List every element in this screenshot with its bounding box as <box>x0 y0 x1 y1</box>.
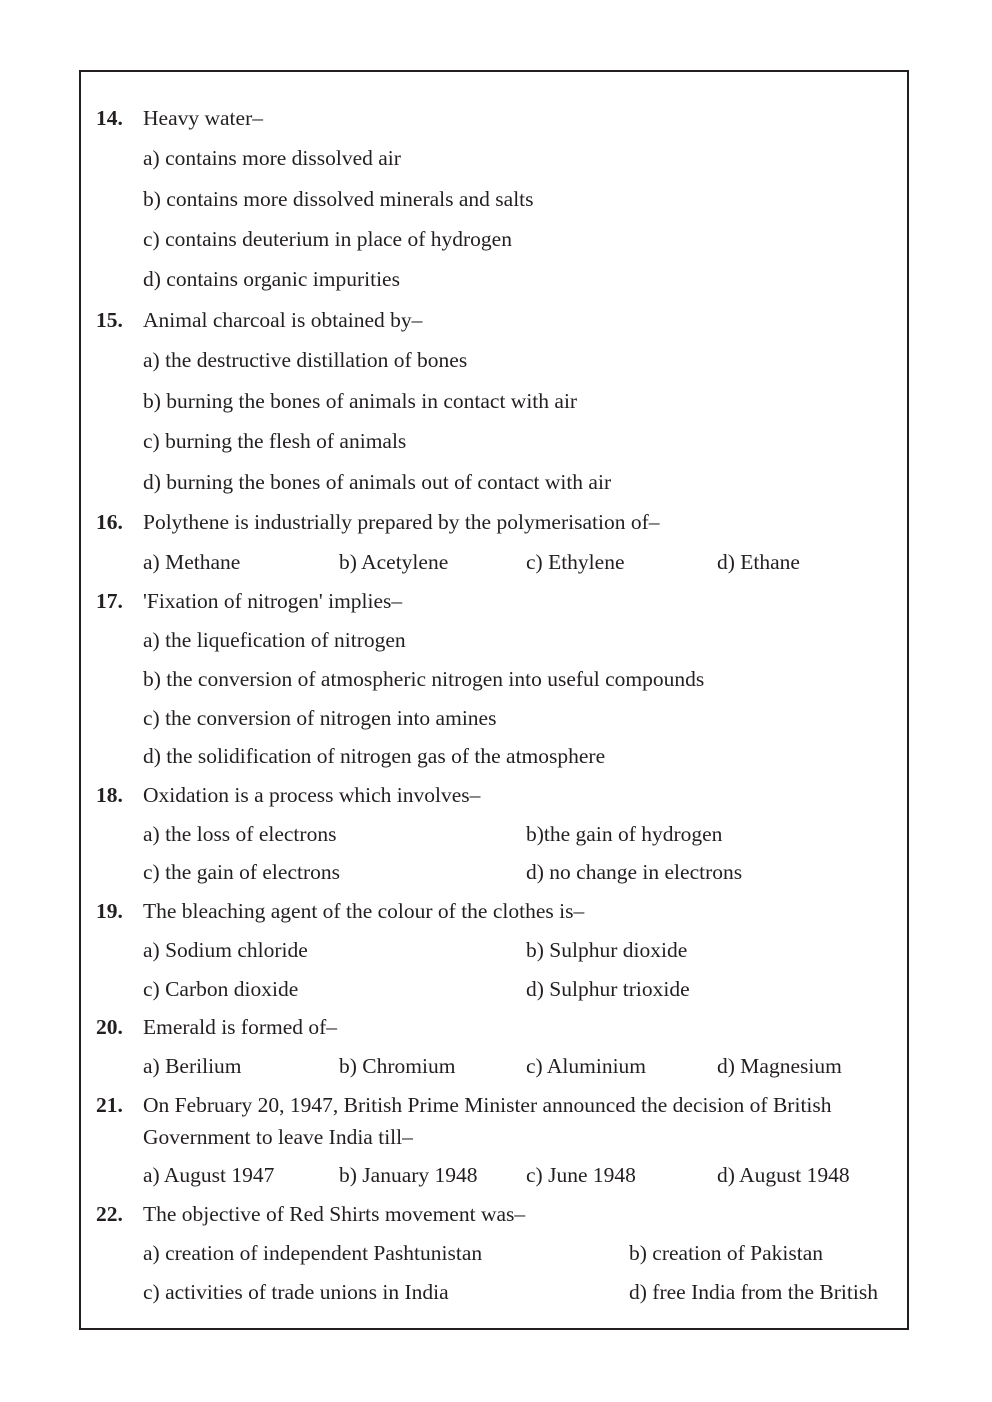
option-b: b) Sulphur dioxide <box>526 938 688 962</box>
option-a: a) August 1947 <box>143 1163 275 1187</box>
question-text: 'Fixation of nitrogen' implies– <box>143 589 403 613</box>
option-d: d) burning the bones of animals out of contact with air <box>143 470 612 494</box>
option-a: a) the liquefication of nitrogen <box>143 628 406 652</box>
option-b: b)the gain of hydrogen <box>526 822 723 846</box>
option-a: a) Sodium chloride <box>143 938 308 962</box>
option-c: c) contains deuterium in place of hydrogen <box>143 227 512 251</box>
option-b: b) January 1948 <box>339 1163 478 1187</box>
option-c: c) Carbon dioxide <box>143 977 299 1001</box>
question-number: 14. <box>96 106 123 130</box>
option-c: c) burning the flesh of animals <box>143 429 407 453</box>
option-c: c) Aluminium <box>526 1054 647 1078</box>
question-text: Emerald is formed of– <box>143 1015 338 1039</box>
option-c: c) Ethylene <box>526 550 625 574</box>
option-a: a) the destructive distillation of bones <box>143 348 468 372</box>
question-number: 19. <box>96 899 123 923</box>
option-b: b) burning the bones of animals in contact with air <box>143 389 578 413</box>
option-b: b) Acetylene <box>339 550 449 574</box>
question-number: 15. <box>96 308 123 332</box>
option-c: c) the gain of electrons <box>143 860 340 884</box>
question-text: Polythene is industrially prepared by the polymerisation of– <box>143 510 660 534</box>
question-text: Oxidation is a process which involves– <box>143 783 481 807</box>
option-d: d) contains organic impurities <box>143 267 400 291</box>
option-b: b) creation of Pakistan <box>629 1241 824 1265</box>
question-number: 17. <box>96 589 123 613</box>
option-c: c) the conversion of nitrogen into amines <box>143 706 497 730</box>
question-number: 21. <box>96 1093 123 1117</box>
option-b: b) Chromium <box>339 1054 456 1078</box>
question-number: 18. <box>96 783 123 807</box>
question-number: 22. <box>96 1202 123 1226</box>
option-d: d) the solidification of nitrogen gas of the atmosphere <box>143 744 606 768</box>
option-d: d) Magnesium <box>717 1054 842 1078</box>
option-d: d) free India from the British <box>629 1280 878 1304</box>
option-b: b) contains more dissolved minerals and salts <box>143 187 534 211</box>
question-text: The bleaching agent of the colour of the clothes is– <box>143 899 585 923</box>
option-d: d) August 1948 <box>717 1163 850 1187</box>
option-d: d) Ethane <box>717 550 800 574</box>
question-text: Animal charcoal is obtained by– <box>143 308 423 332</box>
option-d: d) no change in electrons <box>526 860 743 884</box>
question-number: 16. <box>96 510 123 534</box>
question-text-line-2: Government to leave India till– <box>143 1125 413 1149</box>
option-c: c) activities of trade unions in India <box>143 1280 449 1304</box>
question-text: The objective of Red Shirts movement was– <box>143 1202 526 1226</box>
question-text: Heavy water– <box>143 106 263 130</box>
question-text-line-1: On February 20, 1947, British Prime Minister announced the decision of British <box>143 1093 832 1117</box>
option-a: a) Methane <box>143 550 241 574</box>
option-c: c) June 1948 <box>526 1163 636 1187</box>
option-a: a) the loss of electrons <box>143 822 337 846</box>
option-d: d) Sulphur trioxide <box>526 977 690 1001</box>
option-a: a) creation of independent Pashtunistan <box>143 1241 483 1265</box>
option-a: a) contains more dissolved air <box>143 146 401 170</box>
option-b: b) the conversion of atmospheric nitrogen into useful compounds <box>143 667 705 691</box>
question-number: 20. <box>96 1015 123 1039</box>
option-a: a) Berilium <box>143 1054 242 1078</box>
